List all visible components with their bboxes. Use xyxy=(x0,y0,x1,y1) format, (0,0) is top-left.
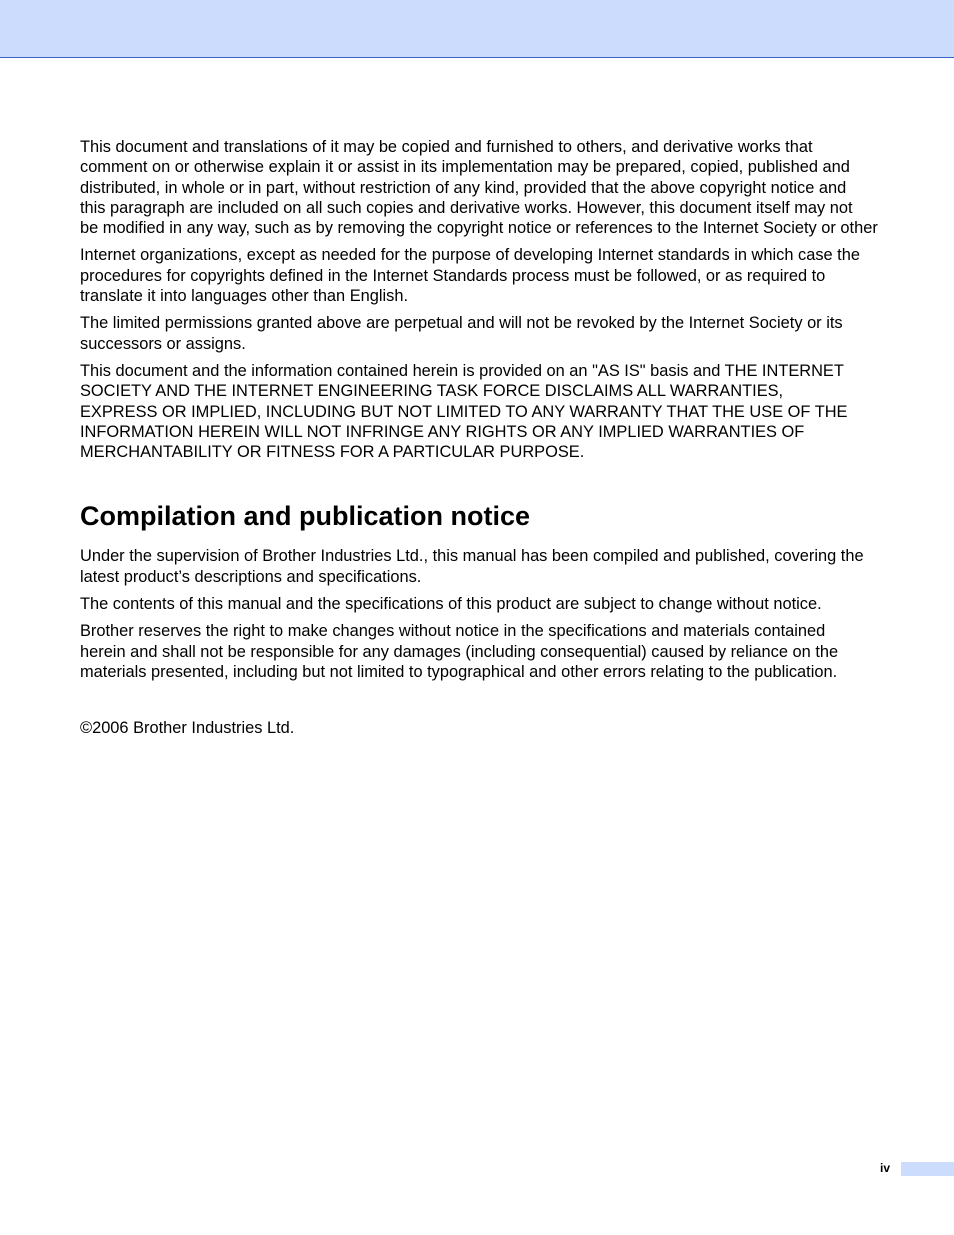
license-paragraph-3: The limited permissions granted above are perpetual and will not be revoked by the Internet Society or its successors or assigns. xyxy=(80,314,843,353)
notice-paragraph-3: Brother reserves the right to make changes without notice in the specifications and materials contained herein and shall not be responsible for any damages (including consequential) caused by reliance on the materials presented, including but not limited to typographical and other errors relating to the publication. xyxy=(80,622,839,681)
section-heading: Compilation and publication notice xyxy=(80,501,530,532)
page-number: iv xyxy=(880,1161,891,1175)
copyright-notice: ©2006 Brother Industries Ltd. xyxy=(80,719,295,738)
notice-paragraph-1: Under the supervision of Brother Industries Ltd., this manual has been compiled and published, covering the latest product’s descriptions and specifications. xyxy=(80,547,864,586)
license-paragraph-1: This document and translations of it may be copied and furnished to others, and derivative works that comment on or otherwise explain it or assist in its implementation may be prepared, copied, published and distributed, in whole or in part, without restriction of any kind, provided that the above copyright notice and this paragraph are included on all such copies and derivative works. However, this document itself may not be modified in any way, such as by removing the copyright notice or references to the Internet Society or other xyxy=(80,138,878,238)
page-tab-marker xyxy=(901,1162,954,1176)
page-header-band xyxy=(0,0,954,58)
notice-paragraph-2: The contents of this manual and the specifications of this product are subject to change without notice. xyxy=(80,595,822,614)
document-body xyxy=(80,137,894,739)
disclaimer-paragraph: This document and the information contained herein is provided on an "AS IS" basis and THE INTERNET SOCIETY AND THE INTERNET ENGINEERING TASK FORCE DISCLAIMS ALL WARRANTIES, EXPRESS OR IMPLIED, INCLUDING BUT NOT LIMITED TO ANY WARRANTY THAT THE USE OF THE INFORMATION HEREIN WILL NOT INFRINGE ANY RIGHTS OR ANY IMPLIED WARRANTIES OF MERCHANTABILITY OR FITNESS FOR A PARTICULAR PURPOSE. xyxy=(80,361,848,462)
license-paragraph-2: Internet organizations, except as needed for the purpose of developing Internet standards in which case the procedures for copyrights defined in the Internet Standards process must be followed, or as required to translate it into languages other than English. xyxy=(80,246,860,306)
